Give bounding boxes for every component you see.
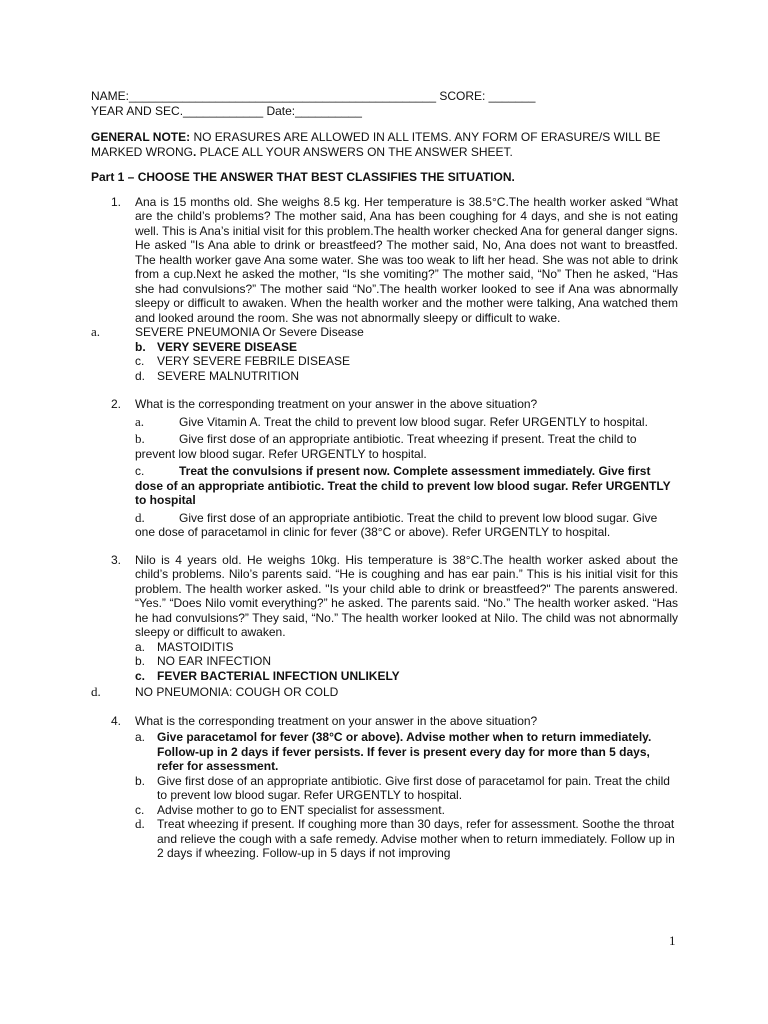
general-note-text: NO ERASURES ARE ALLOWED IN ALL ITEMS. ANY FORM OF ERASURE/S WILL BE MARKED WRONG xyxy=(91,130,661,159)
option-letter: a. xyxy=(91,324,101,339)
option-text: Give Vitamin A. Treat the child to prevent low blood sugar. Refer URGENTLY to hospital. xyxy=(179,414,648,429)
option-letter: d. xyxy=(135,816,145,831)
option-d xyxy=(135,817,678,861)
option-d xyxy=(135,511,678,540)
question-4 xyxy=(91,714,678,729)
option-text: NO PNEUMONIA: COUGH OR COLD xyxy=(135,685,339,699)
option-d xyxy=(135,369,678,384)
question-text: Ana is 15 months old. She weighs 8.5 kg. Her temperature is 38.5°C.The health worker asked “What are the child’s problems? The mother said, Ana has been coughing for 4 days, and she is not eating well. This is Ana’s initial visit for this problem.The health worker checked Ana for general danger signs. He asked "Is Ana able to drink or breastfeed? The mother said, No, Ana does not want to breastfed. The health worker gave Ana some water. She was too weak to lift her head. She was not able to drink from a cup.Next he asked the mother, “Is she vomiting?” The mother said, “No” Then he asked, “Has she had convulsions?” The mother said “No”.The health worker looked to see if Ana was abnormally sleepy or difficult to awaken. When the health worker and the mother were talking, Ana watched them and looked around the room. She was not abnormally sleepy or difficult to wake. xyxy=(135,194,678,325)
option-letter: a. xyxy=(135,730,146,744)
option-b xyxy=(135,340,678,355)
question-number: 4. xyxy=(111,713,122,728)
option-text: SEVERE MALNUTRITION xyxy=(157,368,300,383)
option-text: Give first dose of an appropriate antibiotic. Treat the child to prevent low blood sugar. Give one dose of paracetamol in clinic for fever (38°C or above). Refer URGENTLY to hospital. xyxy=(135,510,658,539)
question-number: 3. xyxy=(111,552,122,567)
general-note xyxy=(91,130,678,159)
option-letter: b. xyxy=(135,654,146,668)
option-b xyxy=(135,654,678,669)
option-text: MASTOIDITIS xyxy=(157,639,234,654)
option-b xyxy=(135,432,678,461)
option-text: FEVER BACTERIAL INFECTION UNLIKELY xyxy=(157,668,400,683)
option-text: Treat the convulsions if present now. Complete assessment immediately. Give first dose of an appropriate antibiotic. Treat the child to prevent low blood sugar. Refer URGENTLY to hospital xyxy=(135,464,671,507)
option-b xyxy=(135,774,678,803)
option-letter: d. xyxy=(135,368,146,383)
question-number: 2. xyxy=(111,397,122,411)
page-number: 1 xyxy=(669,933,676,948)
option-letter: b. xyxy=(135,431,145,446)
option-letter: c. xyxy=(135,464,145,478)
option-a xyxy=(135,730,678,774)
question-text: What is the corresponding treatment on your answer in the above situation? xyxy=(135,397,538,411)
option-text: VERY SEVERE DISEASE xyxy=(157,339,298,354)
option-letter: b. xyxy=(135,339,146,354)
option-c xyxy=(135,803,678,818)
option-letter: c. xyxy=(135,668,146,683)
question-2 xyxy=(91,397,678,412)
year-date-line: YEAR AND SEC.____________ Date:__________ xyxy=(91,103,362,118)
option-letter: c. xyxy=(135,802,145,817)
question-1 xyxy=(91,195,678,326)
option-c xyxy=(135,354,678,369)
option-a xyxy=(91,325,678,340)
option-text: Advise mother to go to ENT specialist for assessment. xyxy=(157,802,445,817)
option-letter: a. xyxy=(135,413,145,429)
option-letter: d. xyxy=(135,509,145,525)
question-3 xyxy=(91,553,678,640)
option-c xyxy=(135,669,678,684)
option-text: SEVERE PNEUMONIA Or Severe Disease xyxy=(135,325,364,339)
option-letter: a. xyxy=(135,639,146,654)
option-letter: c. xyxy=(135,354,145,368)
name-score-line: NAME:______________________________________________ SCORE: _______ xyxy=(91,89,536,103)
question-number: 1. xyxy=(111,194,122,209)
part1-title: Part 1 – CHOOSE THE ANSWER THAT BEST CLASSIFIES THE SITUATION. xyxy=(91,170,515,184)
option-text: Give first dose of an appropriate antibiotic. Treat wheezing if present. Treat the child to prevent low blood sugar. Refer URGENTLY to hospital. xyxy=(135,432,637,461)
option-letter: b. xyxy=(135,773,146,788)
option-text: Give first dose of an appropriate antibiotic. Give first dose of paracetamol for pain. Treat the child to prevent low blood sugar. Refer URGENTLY to hospital. xyxy=(157,773,670,802)
exam-page xyxy=(91,89,678,861)
option-letter: d. xyxy=(91,684,101,699)
question-text: Nilo is 4 years old. He weighs 10kg. His temperature is 38°C.The health worker asked about the child’s problems. Nilo’s parents said. “He is coughing and has ear pain.” This is his initial visit for this problem. The health worker asked. "Is your child able to drink or breastfeed?" The parents answered. “Yes.” “Does Nilo vomit everything?” he asked. The parents said. “No.” The health worker asked. “Has he had convulsions?” They said, “No.” The health worker looked at Nilo. The child was not abnormally sleepy or difficult to awaken. xyxy=(135,552,678,639)
option-text: VERY SEVERE FEBRILE DISEASE xyxy=(157,354,350,368)
option-text: NO EAR INFECTION xyxy=(157,654,272,668)
option-a xyxy=(135,640,678,655)
option-a xyxy=(135,415,678,430)
general-note-label: GENERAL NOTE: xyxy=(91,130,191,144)
option-text: Give paracetamol for fever (38°C or above). Advise mother when to return immediately. Follow-up in 2 days if fever persists. If fever is present every day for more than 5 days, refer for assessment. xyxy=(157,730,652,773)
question-text: What is the corresponding treatment on your answer in the above situation? xyxy=(135,713,538,728)
option-text: Treat wheezing if present. If coughing more than 30 days, refer for assessment. Soothe the throat and relieve the cough with a safe remedy. Advise mother when to return immediately. Follow up in 2 days if wheezing. Follow-up in 5 days if not improving xyxy=(157,817,675,860)
option-c xyxy=(135,464,678,508)
general-note-text-2: PLACE ALL YOUR ANSWERS ON THE ANSWER SHEET. xyxy=(196,144,513,159)
general-note-period: . xyxy=(193,144,197,159)
option-d xyxy=(91,685,678,700)
